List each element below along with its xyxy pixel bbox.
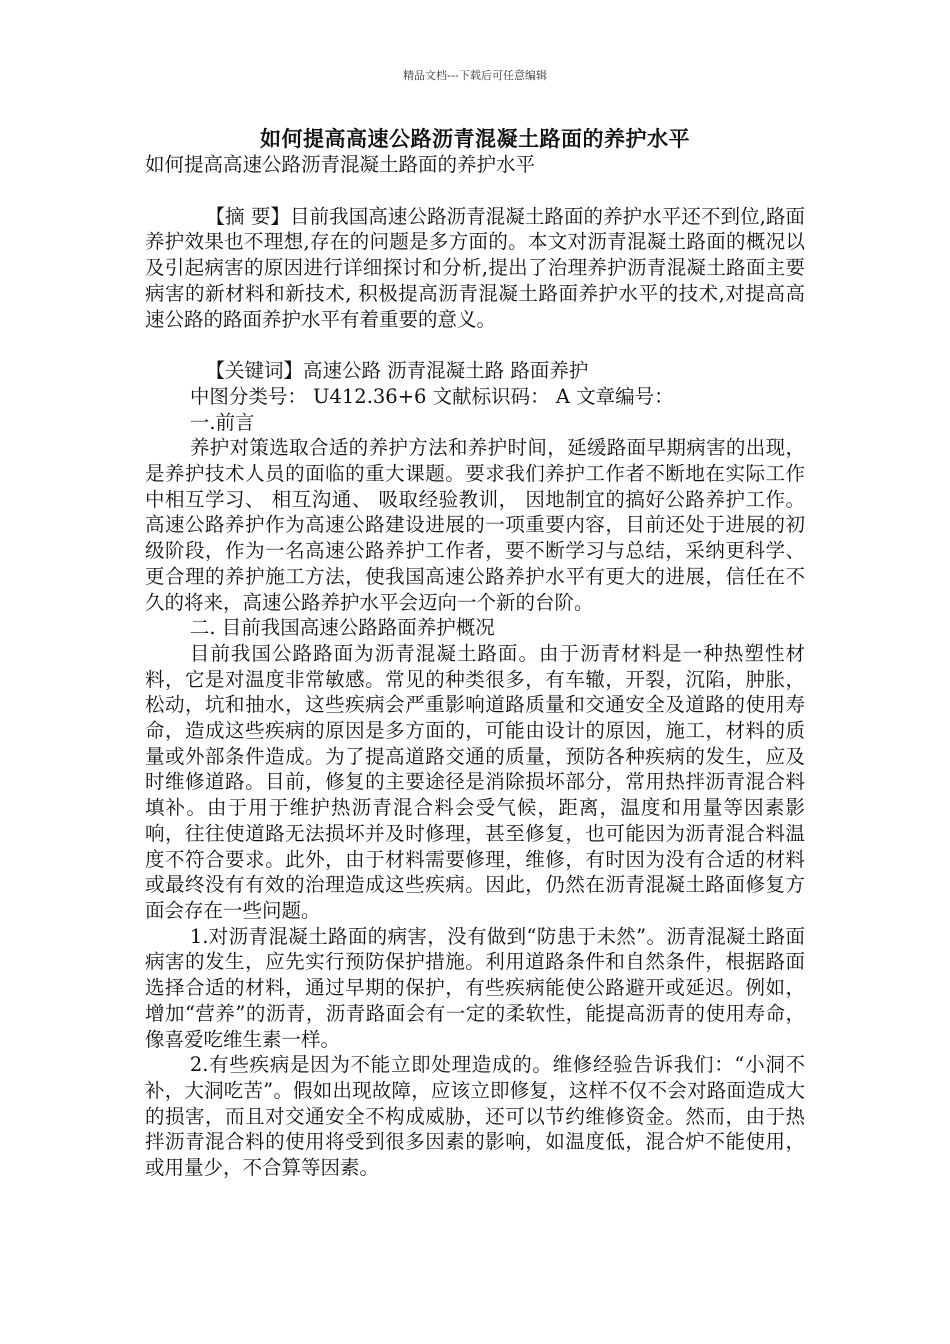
classification-line: 中图分类号： U412.36+6 文献标识码： A 文章编号： bbox=[189, 384, 674, 408]
document-title: 如何提高高速公路沥青混凝土路面的养护水平 bbox=[260, 127, 690, 151]
document-subtitle: 如何提高高速公路沥青混凝土路面的养护水平 bbox=[145, 153, 536, 176]
keywords-line: 【关键词】高速公路 沥青混凝土路 路面养护 bbox=[205, 359, 589, 383]
list-item-1: 1.对沥青混凝土路面的病害，没有做到“防患于未然”。沥青混凝土路面病害的发生，应先实行预防保护措施。利用道路条件和自然条件，根据路面选择合适的材料，通过早期的保护，有些疾病能使公路避开或延迟。例如，增加“营养”的沥青，沥青路面会有一定的柔软性，能提高沥青的使用寿命，像喜爱吃维生素一样。 bbox=[145, 924, 805, 1051]
header-note: 精品文档---下载后可任意编辑 bbox=[403, 69, 547, 82]
spacer bbox=[145, 178, 805, 204]
section-paragraph-2: 目前我国公路路面为沥青混凝土路面。由于沥青材料是一种热塑性材料，它是对温度非常敏感。常见的种类很多，有车辙，开裂，沉陷，肿胀，松动，坑和抽水，这些疾病会严重影响道路质量和交通安全及道路的使用寿命，造成这些疾病的原因是多方面的，可能由设计的原因，施工，材料的质量或外部条件造成。为了提高道路交通的质量，预防各种疾病的发生，应及时维修道路。目前，修复的主要途径是消除损坏部分，常用热拌沥青混合料填补。由于用于维护热沥青混合料会受气候，距离，温度和用量等因素影响，往往使道路无法损坏并及时修理，甚至修复，也可能因为沥青混合料温度不符合要求。此外，由于材料需要修理，维修，有时因为没有合适的材料或最终没有有效的治理造成这些疾病。因此，仍然在沥青混凝土路面修复方面会存在一些问题。 bbox=[145, 641, 805, 922]
section-paragraph-1: 养护对策选取合适的养护方法和养护时间，延缓路面早期病害的出现， 是养护技术人员的面临的重大课题。要求我们养护工作者不断地在实际工作中相互学习、 相互沟通、 吸取经验教训， 因地制宜的搞好公路养护工作。高速公路养护作为高速公路建设进展的一项重要内容，目前还处于进展的初级阶段，作为一名高速公路养护工作者，要不断学习与总结，采纳更科学、更合理的养护施工方法，使我国高速公路养护水平有更大的进展，信任在不久的将来，高速公路养护水平会迈向一个新的台阶。 bbox=[145, 436, 805, 614]
list-item-2: 2.有些疾病是因为不能立即处理造成的。维修经验告诉我们：“小洞不补，大洞吃苦”。假如出现故障，应该立即修复，这样不仅不会对路面造成大的损害，而且对交通安全不构成威胁，还可以节约维修资金。然而，由于热拌沥青混合料的使用将受到很多因素的影响，如温度低，混合炉不能使用，或用量少，不合算等因素。 bbox=[145, 1053, 805, 1180]
spacer bbox=[145, 332, 805, 358]
abstract-paragraph: 【摘 要】目前我国高速公路沥青混凝土路面的养护水平还不到位,路面养护效果也不理想,存在的问题是多方面的。本文对沥青混凝土路面的概况以及引起病害的原因进行详细探讨和分析,提出了治理养护沥青混凝土路面主要病害的新材料和新技术, 积极提高沥青混凝土路面养护水平的技术,对提高高速公路的路面养护水平有着重要的意义。 bbox=[145, 204, 805, 331]
section-heading-1: 一.前言 bbox=[189, 410, 255, 434]
section-heading-2: 二. 目前我国高速公路路面养护概况 bbox=[189, 616, 495, 640]
document-body bbox=[145, 152, 805, 1181]
